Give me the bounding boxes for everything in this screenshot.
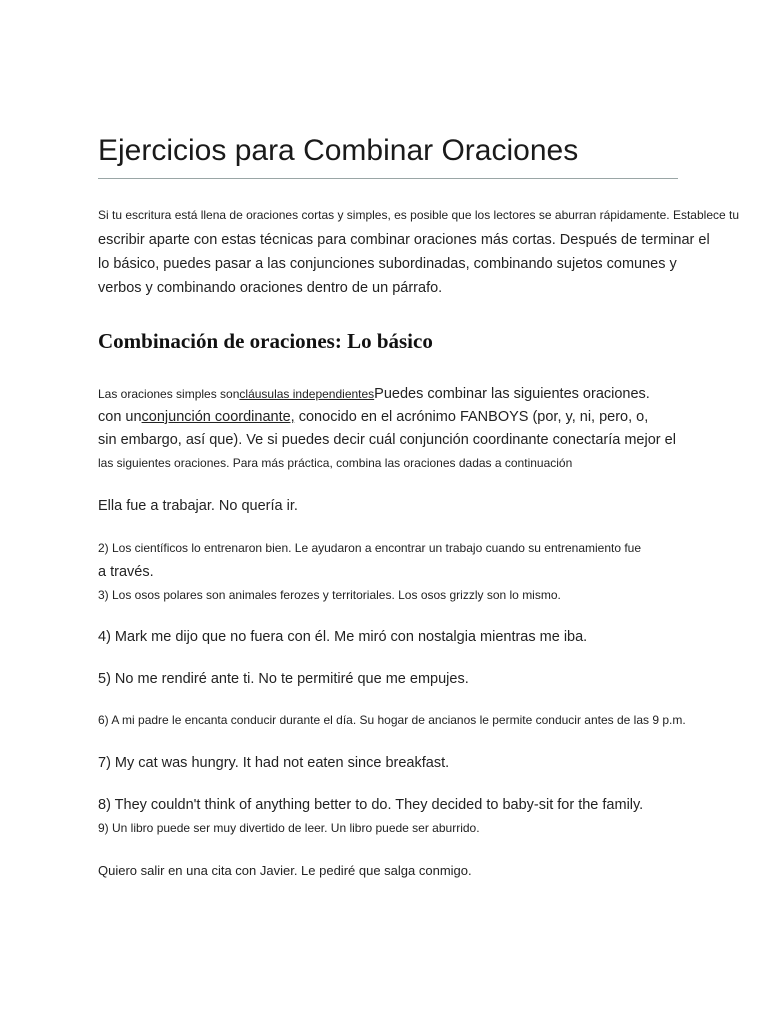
exercise-9: 9) Un libro puede ser muy divertido de leer. Un libro puede ser aburrido. [98, 821, 480, 835]
exercise-5: 5) No me rendiré ante ti. No te permitiré que me empujes. [98, 671, 469, 687]
exercise-3: 3) Los osos polares son animales ferozes y territoriales. Los osos grizzly son lo mismo. [98, 588, 561, 602]
exercise-10: Quiero salir en una cita con Javier. Le pediré que salga conmigo. [98, 863, 472, 878]
exercise-6: 6) A mi padre le encanta conducir durante el día. Su hogar de ancianos le permite conducir antes de las 9 p.m. [98, 713, 686, 727]
section-heading: Combinación de oraciones: Lo básico [98, 329, 433, 353]
intro-line-4: verbos y combinando oraciones dentro de un párrafo. [98, 280, 443, 296]
title-divider [98, 178, 678, 179]
exercise-7: 7) My cat was hungry. It had not eaten since breakfast. [98, 755, 450, 771]
independent-clauses-link[interactable]: cláusulas independientes [239, 387, 375, 401]
intro-line-2: escribir aparte con estas técnicas para combinar oraciones más cortas. Después de terminar el [98, 232, 710, 248]
basics-line-2-prefix: con un [98, 409, 142, 425]
basics-line-2-suffix: conocido en el acrónimo FANBOYS (por, y, ni, pero, o, [294, 409, 649, 425]
basics-line-2 [98, 407, 648, 427]
page-title: Ejercicios para Combinar Oraciones [98, 134, 579, 167]
intro-line-3: lo básico, puedes pasar a las conjunciones subordinadas, combinando sujetos comunes y [98, 256, 677, 272]
exercise-2-line-1: 2) Los científicos lo entrenaron bien. Le ayudaron a encontrar un trabajo cuando su entrenamiento fue [98, 541, 642, 555]
basics-line-1 [98, 384, 650, 404]
coordinating-conjunction-link[interactable]: conjunción coordinante, [141, 409, 295, 425]
exercise-1: Ella fue a trabajar. No quería ir. [98, 498, 298, 514]
basics-line-1-prefix: Las oraciones simples son [98, 387, 240, 401]
exercise-4: 4) Mark me dijo que no fuera con él. Me miró con nostalgia mientras me iba. [98, 629, 588, 645]
intro-line-1: Si tu escritura está llena de oraciones cortas y simples, es posible que los lectores se aburran rápidamente. Establece tu [98, 208, 740, 222]
basics-line-3: sin embargo, así que). Ve si puedes decir cuál conjunción coordinante conectaría mejor el [98, 432, 676, 448]
exercise-2-line-2: a través. [98, 564, 154, 580]
exercise-8: 8) They couldn't think of anything better to do. They decided to baby-sit for the family. [98, 797, 644, 813]
basics-line-4: las siguientes oraciones. Para más práctica, combina las oraciones dadas a continuación [98, 456, 573, 470]
basics-line-1-suffix: Puedes combinar las siguientes oraciones. [374, 386, 650, 402]
